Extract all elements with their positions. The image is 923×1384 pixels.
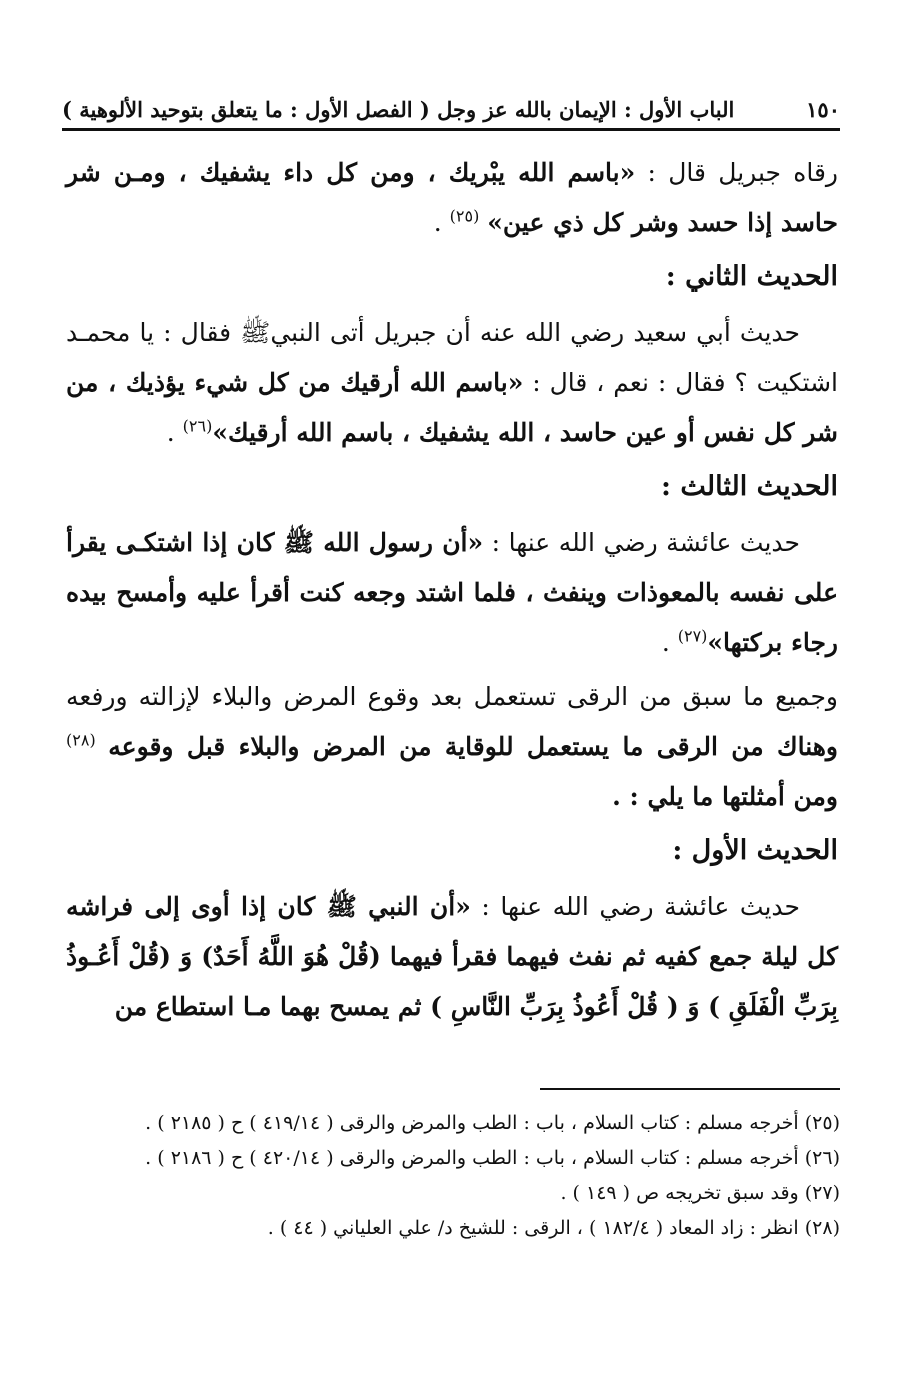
paragraph-4 bbox=[66, 672, 838, 822]
header-rule bbox=[62, 128, 840, 131]
main-text bbox=[66, 148, 838, 1036]
p1-text: رقاه جبريل قال : bbox=[635, 158, 838, 187]
footnote-25: (٢٥) أخرجه مسلم : كتاب السلام ، باب : الطب والمرض والرقى ( ٤١٩/١٤ ) ح ( ٢١٨٥ ) . bbox=[145, 1112, 840, 1134]
p1-quote: «باسم الله يبْريك ، ومن كل داء يشفيك ، ومـن شر حاسد إذا حسد وشر كل ذي عين» bbox=[66, 158, 838, 237]
p1-end: . bbox=[433, 208, 450, 237]
footnote-26: (٢٦) أخرجه مسلم : كتاب السلام ، باب : الطب والمرض والرقى ( ٤٢٠/١٤ ) ح ( ٢١٨٦ ) . bbox=[145, 1147, 840, 1169]
heading-hadith-3: الحديث الثالث : bbox=[661, 471, 838, 502]
p3-text: حديث عائشة رضي الله عنها : bbox=[483, 528, 800, 557]
p5-text: حديث عائشة رضي الله عنها : bbox=[470, 892, 800, 921]
p2-end: . bbox=[166, 418, 183, 447]
heading-hadith-2: الحديث الثاني : bbox=[665, 261, 838, 292]
paragraph-5 bbox=[66, 882, 838, 1032]
footnote-ref-28: (٢٨) bbox=[66, 730, 96, 750]
running-header bbox=[62, 92, 840, 126]
footnote-28: (٢٨) انظر : زاد المعاد ( ١٨٢/٤ ) ، الرقى : للشيخ د/ علي العلياني ( ٤٤ ) . bbox=[267, 1217, 840, 1239]
p4-text: وجميع ما سبق من الرقى تستعمل بعد وقوع المرض والبلاء لإزالته ورفعه bbox=[66, 682, 838, 711]
p2-text: حديث أبي سعيد رضي الله عنه أن جبريل أتى النبيﷺ فقال : يا محمـد اشتكيت ؟ فقال : نعم ، قال : bbox=[66, 318, 838, 397]
paragraph-2 bbox=[66, 308, 838, 458]
running-title: الباب الأول : الإيمان بالله عز وجل ( الفصل الأول : ما يتعلق بتوحيد الألوهية ) bbox=[62, 96, 735, 122]
footnote-ref-27: (٢٧) bbox=[677, 626, 708, 646]
footnote-27: (٢٧) وقد سبق تخريجه ص ( ١٤٩ ) . bbox=[560, 1182, 840, 1204]
p5-quote: «أن النبي ﷺ كان إذا أوى إلى فراشه كل ليلة جمع كفيه ثم نفث فيهما فقرأ فيهما (قُلْ هُوَ اللَّهُ أَحَدٌ) وَ (قُلْ أَعُـوذُ بِرَبِّ الْفَلَقِ ) وَ ( قُلْ أَعُوذُ بِرَبِّ النَّاسِ ) ثم يمسح بهما مـا استطاع من bbox=[66, 892, 838, 1021]
heading-hadith-1: الحديث الأول : bbox=[672, 835, 838, 866]
paragraph-1 bbox=[66, 148, 838, 248]
page-number: ١٥٠ bbox=[806, 96, 840, 122]
paragraph-3 bbox=[66, 518, 838, 668]
footnote-ref-25: (٢٥) bbox=[449, 206, 480, 226]
footnote-ref-26: (٢٦) bbox=[182, 416, 213, 436]
p3-end: . bbox=[661, 628, 678, 657]
footnotes bbox=[66, 1106, 840, 1246]
footnote-rule bbox=[540, 1088, 840, 1090]
p3-quote: «أن رسول الله ﷺ كان إذا اشتكـى يقرأ على نفسه بالمعوذات وينفث ، فلما اشتد وجعه كنت أقرأ عليه وأمسح بيده رجاء بركتها» bbox=[66, 528, 838, 657]
p4-bold-2: ومن أمثلتها ما يلي : . bbox=[612, 782, 838, 811]
p2-quote: «باسم الله أرقيك من كل شيء يؤذيك ، من شر كل نفس أو عين حاسد ، الله يشفيك ، باسم الله أرقيك» bbox=[66, 368, 838, 447]
p4-bold-1: وهناك من الرقى ما يستعمل للوقاية من المرض والبلاء قبل وقوعه bbox=[108, 732, 838, 761]
